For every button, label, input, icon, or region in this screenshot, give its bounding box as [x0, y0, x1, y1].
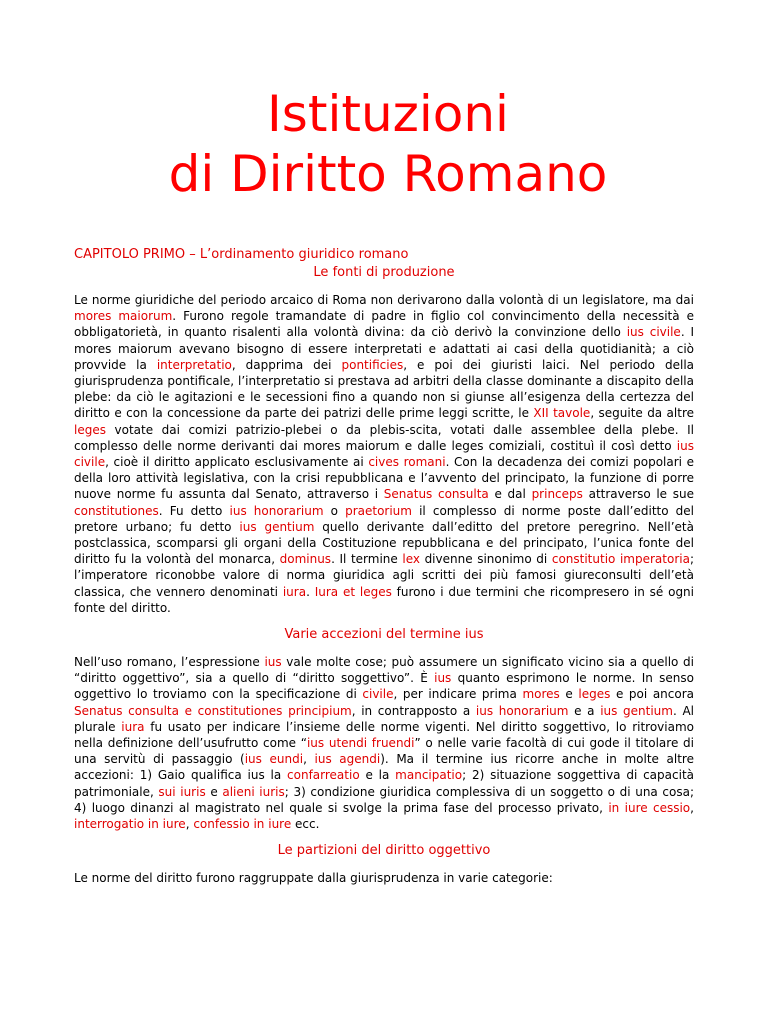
highlighted-term: iura: [121, 719, 145, 734]
highlighted-term: confarreatio: [287, 768, 360, 783]
text-run: ecc.: [291, 817, 320, 832]
text-run: quanto esprimono le norme. In senso oggettivo lo troviamo con la specificazione di: [74, 671, 694, 702]
text-run: , in contrapposto a: [351, 703, 476, 718]
highlighted-term: alieni iuris: [222, 784, 285, 799]
text-run: , dapprima dei: [231, 357, 342, 372]
highlighted-term: cives romani: [368, 455, 446, 470]
document-title: [74, 0, 694, 204]
text-run: . I mores maiorum avevano bisogno di essere interpretati e adattati ai casi della quotidianità; a ciò provvide la: [74, 325, 694, 372]
highlighted-term: princeps: [531, 487, 583, 502]
text-run: divenne sinonimo di: [419, 552, 552, 567]
text-run: furono i due termini che ricompresero in sé ogni fonte del diritto.: [74, 584, 694, 615]
text-run: . Con la decadenza dei comizi popolari e della loro attività legislativa, con la crisi repubblicana e l’avvento del principato, la funzione di porre nuove norme fu assunta dal Senato, attraverso i: [74, 455, 694, 502]
text-run: quello derivante dall’editto del pretore peregrino. Nell’età postclassica, scomparsi gli organi della Costituzione repubblicana e del principato, l’unica fonte del diritto fu la volontà del monarca,: [74, 519, 694, 567]
text-run: Le norme del diritto furono raggruppate dalla giurisprudenza in varie categorie:: [74, 871, 553, 886]
highlighted-term: ius civile: [74, 438, 694, 470]
text-run: e: [205, 784, 223, 799]
text-run: ; 2) situazione soggettiva di capacità patrimoniale,: [74, 768, 694, 799]
highlighted-term: ius: [264, 655, 282, 670]
highlighted-term: ius honorarium: [229, 503, 324, 518]
text-run: ). Ma il termine ius ricorre anche in molte altre accezioni: 1) Gaio qualifica ius la: [74, 752, 694, 783]
highlighted-term: constitutio imperatoria: [551, 552, 690, 567]
highlighted-term: XII tavole: [533, 406, 591, 421]
text-run: , cioè il diritto applicato esclusivamente ai: [105, 455, 369, 470]
highlighted-term: sui iuris: [158, 784, 206, 799]
highlighted-term: dominus: [279, 552, 332, 567]
text-run: e dal: [488, 487, 532, 502]
highlighted-term: constitutiones: [74, 503, 159, 518]
text-run: ; 3) condizione giuridica complessiva di un soggetto o di una cosa; 4) luogo dinanzi al magistrato nel quale si svolge la prima fase del processo privato,: [74, 784, 694, 815]
text-run: e: [559, 687, 579, 702]
highlighted-term: ius honorarium: [475, 703, 569, 718]
text-run: . Fu detto: [158, 503, 230, 518]
text-run: , per indicare prima: [393, 687, 523, 702]
sections-container: [74, 264, 694, 887]
highlighted-term: leges: [578, 687, 611, 702]
highlighted-term: ius civile: [626, 325, 681, 340]
text-run: .: [306, 584, 315, 599]
highlighted-term: ius: [434, 671, 452, 686]
highlighted-term: civile: [362, 687, 394, 702]
title-line-2: di Diritto Romano: [168, 145, 608, 203]
highlighted-term: ius gentium: [239, 519, 315, 534]
text-run: ” o nelle varie facoltà di cui gode il titolare di una servitù di passaggio (: [74, 736, 694, 767]
highlighted-term: pontificies: [341, 357, 404, 372]
highlighted-term: ius eundi: [244, 752, 304, 767]
chapter-heading: CAPITOLO PRIMO – L’ordinamento giuridico romano: [74, 247, 409, 262]
section-paragraph: [74, 870, 694, 886]
text-run: il complesso di norme poste dall’editto del pretore urbano; fu detto: [74, 503, 694, 534]
text-run: e la: [359, 768, 396, 783]
highlighted-term: mores: [522, 687, 560, 702]
section-paragraph: [74, 654, 694, 832]
highlighted-term: interrogatio in iure: [74, 817, 186, 832]
section-heading: Le fonti di produzione: [313, 265, 455, 280]
highlighted-term: ius utendi fruendi: [306, 736, 415, 751]
text-run: . Al plurale: [74, 703, 694, 734]
text-run: . Furono regole tramandate di padre in figlio col convincimento della necessità e obbligatorietà, in quanto risalenti alla volontà divina: da ciò derivò la convinzione dello: [74, 309, 694, 340]
highlighted-term: iura: [282, 584, 307, 599]
text-run: vale molte cose; può assumere un significato vicino sia a quello di “diritto oggettivo”, sia a quello di “diritto soggettivo”. È: [74, 655, 694, 686]
text-run: attraverso le sue: [582, 487, 694, 502]
highlighted-term: Senatus consulta: [383, 487, 489, 502]
text-run: ; l’imperatore riconobbe valore di norma giuridica agli scritti dei più famosi giureconsulti dell’età classica, che vennero denominati: [74, 552, 694, 599]
highlighted-term: interpretatio: [156, 357, 232, 372]
text-run: ,: [690, 800, 694, 815]
section-heading: Le partizioni del diritto oggettivo: [277, 843, 491, 859]
text-run: , seguite da altre: [590, 406, 694, 421]
title-line-1: Istituzioni: [267, 85, 509, 143]
text-run: Le norme giuridiche del periodo arcaico di Roma non derivarono dalla volontà di un legislatore, ma dai: [74, 293, 694, 307]
highlighted-term: praetorium: [345, 503, 412, 518]
highlighted-term: leges: [74, 422, 106, 437]
text-run: votate dai comizi patrizio-plebei o da plebis-scita, votati dalle assemblee della plebe. Il complesso delle norme derivanti dai mores maiorum e dalle leges comiziali, costituì il così detto: [74, 422, 694, 453]
highlighted-term: mores maiorum: [74, 309, 173, 324]
section-paragraph: [74, 292, 694, 616]
text-run: fu usato per indicare l’insieme delle norme vigenti. Nel diritto soggettivo, lo ritroviamo nella definizione dell’usufrutto come “: [74, 719, 695, 751]
text-run: Nell’uso romano, l’espressione: [74, 655, 265, 670]
highlighted-term: Iura et leges: [314, 584, 392, 599]
text-run: ,: [303, 752, 315, 767]
highlighted-term: ius agendi: [314, 752, 381, 767]
highlighted-term: mancipatio: [395, 768, 463, 783]
highlighted-term: ius gentium: [600, 703, 673, 718]
highlighted-term: in iure cessio: [608, 800, 691, 815]
text-run: . Il termine: [331, 552, 403, 567]
text-run: , e poi dei giuristi laici. Nel periodo della giurisprudenza pontificale, l’interpretatio si prestava ad arbitri della classe dominante a discapito della plebe: da ciò le agitazioni e le secessioni fino a quando non si giunse all’esigenza della certezza del diritto e con la concessione da parte dei patrizi delle prime leggi scritte, le: [74, 357, 695, 421]
section-heading: Varie accezioni del termine ius: [284, 627, 484, 643]
highlighted-term: confessio in iure: [193, 817, 292, 832]
highlighted-term: Senatus consulta e constitutiones principium: [74, 703, 352, 718]
text-run: o: [323, 503, 346, 518]
text-run: ,: [185, 817, 194, 832]
highlighted-term: lex: [402, 552, 420, 567]
text-run: e poi ancora: [610, 687, 694, 702]
text-run: e a: [568, 703, 601, 718]
